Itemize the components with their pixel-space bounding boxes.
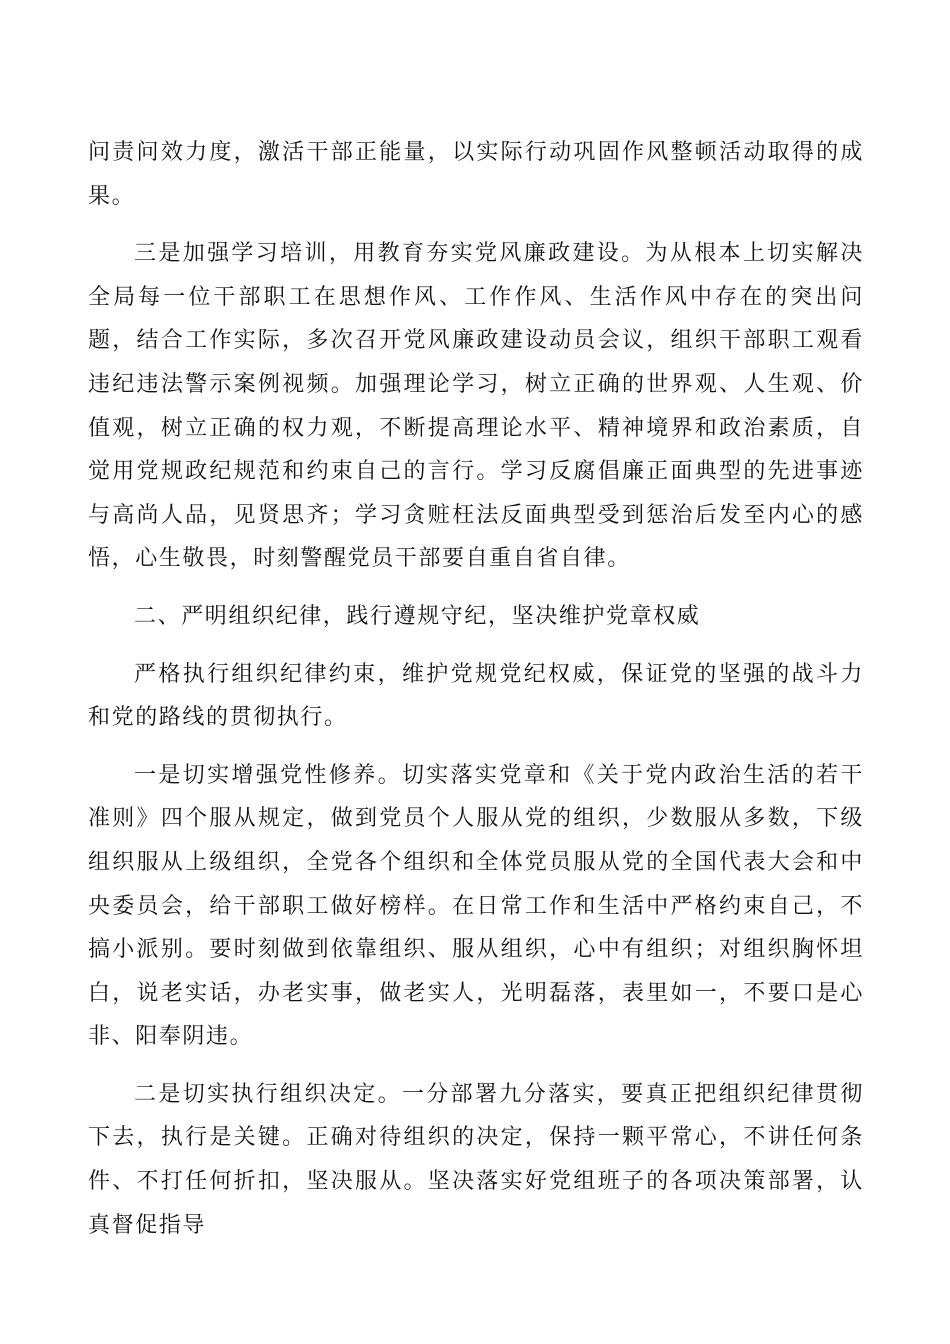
paragraph-party-spirit: 一是切实增强党性修养。切实落实党章和《关于党内政治生活的若干准则》四个服从规定，做到党员个人服从党的组织，少数服从多数，下级组织服从上级组织，全党各个组织和全体党员服从党的全国代表大会和中央委员会，给干部职工做好榜样。在日常工作和生活中严格约束自己，不搞小派别。要时刻做到依靠组织、服从组织，心中有组织；对组织胸怀坦白，说老实话，办老实事，做老实人，光明磊落，表里如一，不要口是心非、阳奉阴违。 xyxy=(88,762,864,1050)
paragraph-execute-decisions: 二是切实执行组织决定。一分部署九分落实，要真正把组织纪律贯彻下去，执行是关键。正确对待组织的决定，保持一颗平常心，不讲任何条件、不打任何折扣，坚决服从。坚决落实好党组班子的各项决策部署，认真督促指导 xyxy=(88,1081,864,1238)
paragraph-continuation: 问责问效力度，激活干部正能量，以实际行动巩固作风整顿活动取得的成果。 xyxy=(88,140,864,209)
section-heading-organization-discipline: 二、严明组织纪律，践行遵规守纪，坚决维护党章权威 xyxy=(134,603,701,629)
paragraph-study-training: 三是加强学习培训，用教育夯实党风廉政建设。为从根本上切实解决全局每一位干部职工在思想作风、工作作风、生活作风中存在的突出问题，结合工作实际，多次召开党风廉政建设动员会议，组织干部职工观看违纪违法警示案例视频。加强理论学习，树立正确的世界观、人生观、价值观，树立正确的权力观，不断提高理论水平、精神境界和政治素质，自觉用党规政纪规范和约束自己的言行。学习反腐倡廉正面典型的先进事迹与高尚人品，见贤思齐；学习贪赃枉法反面典型受到惩治后发至内心的感悟，心生敬畏，时刻警醒党员干部要自重自省自律。 xyxy=(88,241,864,572)
paragraph-discipline-intro: 严格执行组织纪律约束，维护党规党纪权威，保证党的坚强的战斗力和党的路线的贯彻执行。 xyxy=(88,661,864,731)
document-body xyxy=(88,131,864,1261)
